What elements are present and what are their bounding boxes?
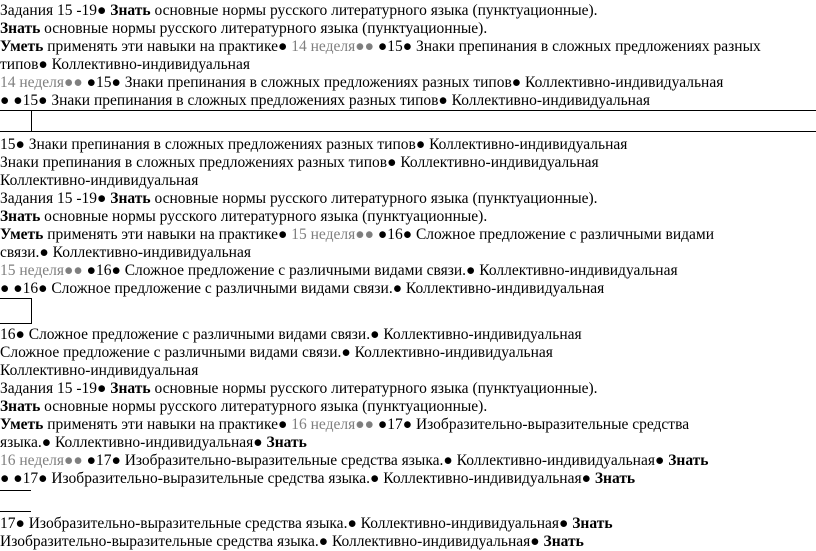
text-line: ● ●16● Сложное предложение с различными видами связи.● Коллективно-индивидуальная: [0, 280, 605, 297]
text-line: 17● Изобразительно-выразительные средства языка.● Коллективно-индивидуальная● Знать: [0, 515, 613, 532]
text-line: Коллективно-индивидуальная: [0, 362, 199, 379]
text-line: языка.● Коллективно-индивидуальная● Знать: [0, 434, 307, 451]
text-line: Знать основные нормы русского литературного языка (пунктуационные).: [0, 208, 488, 225]
table-border: [0, 490, 31, 491]
text-line: Уметь применять эти навыки на практике● 14 неделя●● ●15● Знаки препинания в сложных предложениях разных: [0, 38, 761, 55]
table-border: [0, 110, 816, 111]
table-border: [0, 131, 816, 132]
table-border: [0, 323, 31, 324]
text-line: Коллективно-индивидуальная: [0, 172, 199, 189]
text-line: Знаки препинания в сложных предложениях разных типов● Коллективно-индивидуальная: [0, 154, 599, 171]
text-line: Изобразительно-выразительные средства языка.● Коллективно-индивидуальная● Знать: [0, 533, 584, 550]
text-line: 15● Знаки препинания в сложных предложениях разных типов● Коллективно-индивидуальная: [0, 136, 628, 153]
text-line: Уметь применять эти навыки на практике● 16 неделя●● ●17● Изобразительно-выразительные средства: [0, 416, 690, 433]
table-border: [0, 298, 31, 299]
text-line: Задания 15 -19● Знать основные нормы русского литературного языка (пунктуационные).: [0, 190, 598, 207]
text-line: 15 неделя●● ●16● Сложное предложение с различными видами связи.● Коллективно-индивидуальная: [0, 262, 678, 279]
text-line: Уметь применять эти навыки на практике● 15 неделя●● ●16● Сложное предложение с различными видами: [0, 226, 715, 243]
table-border: [31, 110, 32, 132]
text-line: Сложное предложение с различными видами связи.● Коллективно-индивидуальная: [0, 344, 553, 361]
text-line: Задания 15 -19● Знать основные нормы русского литературного языка (пунктуационные).: [0, 2, 598, 19]
text-line: 16● Сложное предложение с различными видами связи.● Коллективно-индивидуальная: [0, 326, 582, 343]
table-border: [31, 298, 32, 324]
text-line: Знать основные нормы русского литературного языка (пунктуационные).: [0, 20, 488, 37]
text-line: ● ●15● Знаки препинания в сложных предложениях разных типов● Коллективно-индивидуальная: [0, 92, 650, 109]
table-border: [0, 511, 31, 512]
text-line: 14 неделя●● ●15● Знаки препинания в сложных предложениях разных типов● Коллективно-индивидуальная: [0, 74, 724, 91]
text-line: связи.● Коллективно-индивидуальная: [0, 244, 251, 261]
text-line: 16 неделя●● ●17● Изобразительно-выразительные средства языка.● Коллективно-индивидуальная● Знать: [0, 452, 709, 469]
text-line: Задания 15 -19● Знать основные нормы русского литературного языка (пунктуационные).: [0, 380, 598, 397]
text-line: типов● Коллективно-индивидуальная: [0, 56, 250, 73]
text-line: ● ●17● Изобразительно-выразительные средства языка.● Коллективно-индивидуальная● Знать: [0, 470, 636, 487]
text-line: Знать основные нормы русского литературного языка (пунктуационные).: [0, 398, 488, 415]
